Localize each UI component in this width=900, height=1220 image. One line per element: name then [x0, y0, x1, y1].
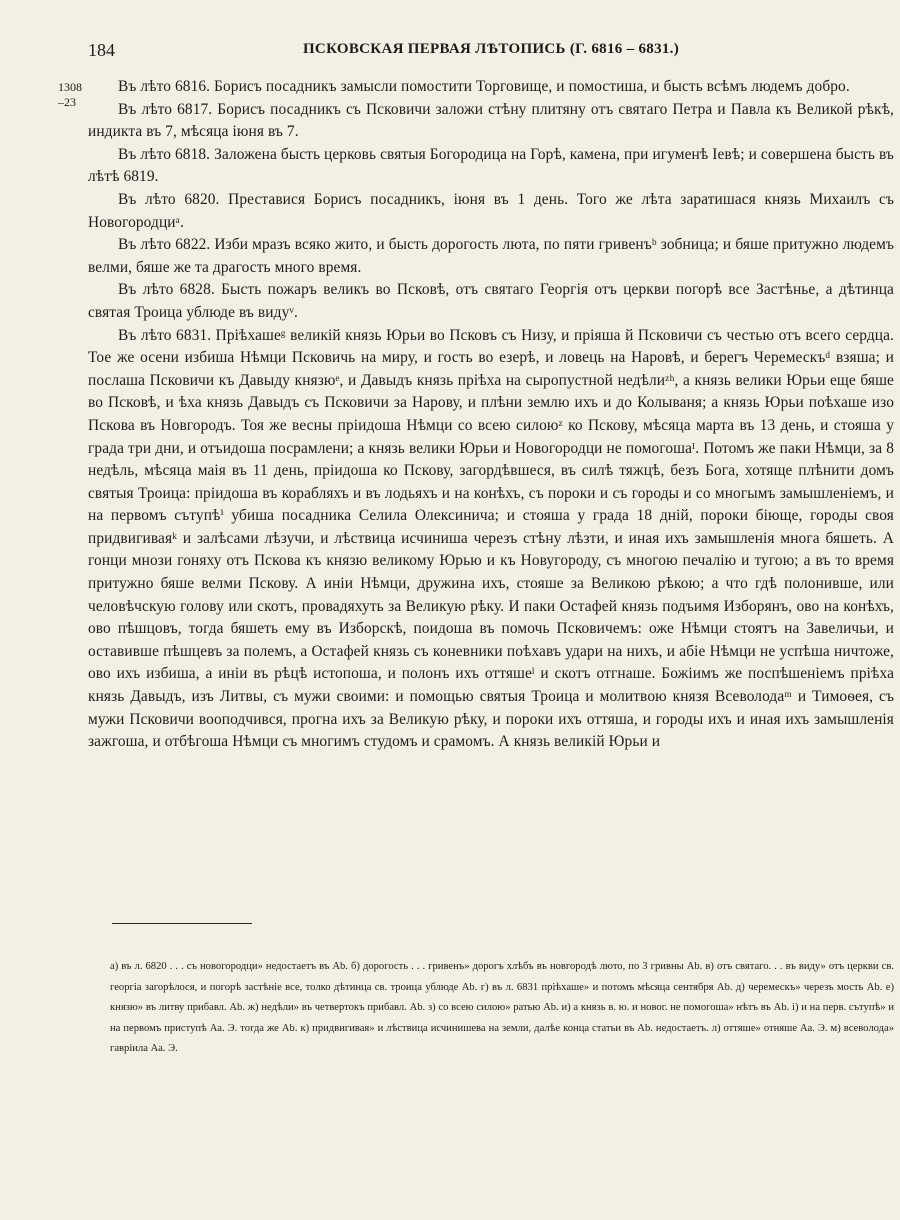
- footnotes: а) въ л. 6820 . . . съ новогородци» недостаетъ въ Аb. б) дорогость . . . гривенъ» дорогъ хлѣбъ въ новгородѣ люто, по 3 гривны Аb. в) отъ святаго. . . въ виду» отъ церкви св. георгiа загорѣлося, и погорѣ застѣнiе все, толко дѣтинца св. троица ублюде Аb. г) въ л. 6831 прiѣхаше» и потомъ мѣсяца сентября Аb. д) черемескъ» черезъ мость Аb. е) князю» въ литву прибавл. Аb. ж) недѣли» въ четвертокъ прибавл. Аb. з) со всею силою» ратью Аb. и) а князь в. ю. и новог. не помогоша» нѣтъ въ Аb. i) и на перв. сътупѣ» и на первомъ приступѣ Аа. Э. тогда же Аb. к) придвигивая» и лѣствица исчинишева на земли, далѣе конца статьи въ Аb. недостаетъ. л) оттяше» отняше Аа. Э. м) всеволода» гаврiила Аа. Э.: [110, 961, 894, 1055]
- margin-year-start: 1308: [58, 80, 82, 94]
- paragraph-6822: Въ лѣто 6822. Изби мразъ всяко жито, и бысть дорогость люта, по пяти гривенъᵇ зобница; и бяше притужно людемъ велми, бяше же та драгость много время.: [88, 236, 894, 276]
- margin-year-range: [58, 80, 88, 110]
- paragraph-6831: Въ лѣто 6831. Прiѣхашеᵍ великiй князь Юрьи во Псковъ съ Низу, и прiяша й Псковичи съ честью отъ всего сердца. Тое же осени избиша Нѣмци Псковичь на миру, и гость во езерѣ, и ловець на Наровѣ, и берегъ Черемескъᵈ взяша; и послаша Псковичи къ Давыду князюᵉ, и Давыдъ князь прiѣха на сыропустной недѣлиᶻʰ, а князь велики Юрьи еще бяше во Псковѣ, и ѣха князь Давыдъ съ Псковичи за Нарову, и плѣни землю ихъ и до Колываня; а князь Юрьи поѣхаше изо Пскова въ Новгородъ. Тоя же весны прiидоша Нѣмци со всею силоюᶻ ко Пскову, мѣсяца марта въ 13 день, и стояша у града три дни, и отъидоша посрамлени; а князь велики Юрьи и Новогородци не помогошаᴵ. Потомъ же паки Нѣмци, за 8 недѣль, мѣсяца маiя въ 11 день, прiидоша ко Пскову, загордѣвшеся, въ силѣ тяжцѣ, безъ Бога, хотяще плѣнити домъ святыя Троица: прiидоша въ корабляхъ и въ лодьяхъ и на конѣхъ, съ пороки и съ городы и со многымъ замышленiемъ, и на первомъ сътупѣⁱ убиша посадника Селила Олексинича; и стояша у града 18 днiй, пороки бiюще, городы своя придвигиваяᵏ и залѣсами лѣзучи, и лѣствица исчиниша черезъ стѣну лѣзти, и иная ихъ замышленiя многа бяшеть. А гонци мнози гоняху отъ Пскова къ князю великому Юрью и къ Новугороду, съ многою печалiю и тугою; а въ то время притужно бяше велми Пскову. А инiи Нѣмци, дружина ихъ, стояше за Великою рѣкою; а что гдѣ полонивше, или человѣчскую голову или скотъ, провадяхуть за Великую рѣку. И паки Остафей князь подъимя Изборянъ, ово на конѣхъ, ово пѣшцовъ, тогда бяшеть ему въ Изборскѣ, поидоша въ помочь Псковичемъ: оже Нѣмци стоятъ на Завеличьи, и оставивше пѣшцевъ за полемъ, а Остафей князь съ коневники поѣхавъ удари на нихъ, и абiе Нѣмци не успѣша ничтоже, ово ихъ избиша, а инiи въ рѣцѣ истопоша, и полонъ ихъ оттяшеˡ и скотъ отгнаше. Божiимъ же поспѣшенiемъ прiѣха князь Давыдъ, изъ Литвы, съ мужи своими: и помощью святыя Троица и молитвою князя Всеволодаᵐ и Тимоѳея, съ мужи Псковичи вооподчився, прогна ихъ за Великую рѣку, и пороки ихъ оттяша, и городы ихъ и иная ихъ замышленiя зажгоша, и отбѣгоша Нѣмци съ многимъ студомъ и срамомъ. А князь великiй Юрьи и: [88, 326, 894, 751]
- paragraph-6818: Въ лѣто 6818. Заложена бысть церковь святыя Богородица на Горѣ, камена, при игуменѣ Iевѣ; и совершена бысть въ лѣтѣ 6819.: [88, 145, 894, 186]
- chronicle-text: [88, 76, 894, 754]
- page-header: [88, 40, 894, 66]
- page-number: 184: [88, 40, 115, 60]
- paragraph-6820: Въ лѣто 6820. Преставися Борисъ посадникъ, iюня въ 1 день. Того же лѣта заратишася князь Михаилъ съ Новогородциᵃ.: [88, 190, 894, 231]
- running-title: ПСКОВСКАЯ ПЕРВАЯ ЛѢТОПИСЬ (Г. 6816 – 6831.): [302, 41, 680, 57]
- paragraph-6828: Въ лѣто 6828. Бысть пожаръ великъ во Псковѣ, отъ святаго Георгiя отъ церкви погорѣ все Застѣнье, а дѣтинца святая Троица ублюде въ видуᵛ.: [88, 281, 894, 321]
- footnote-divider: [112, 923, 252, 924]
- paragraph-6816: Въ лѣто 6816. Борисъ посадникъ замысли помостити Торговище, и помостиша, и бысть всѣмъ людемъ добро.: [118, 78, 850, 95]
- margin-year-end: –23: [58, 95, 76, 109]
- paragraph-6817: Въ лѣто 6817. Борисъ посадникъ съ Псковичи заложи стѣну плитяну отъ святаго Петра и Павла къ Великой рѣкѣ, индикта въ 7, мѣсяца iюня въ 7.: [88, 100, 894, 141]
